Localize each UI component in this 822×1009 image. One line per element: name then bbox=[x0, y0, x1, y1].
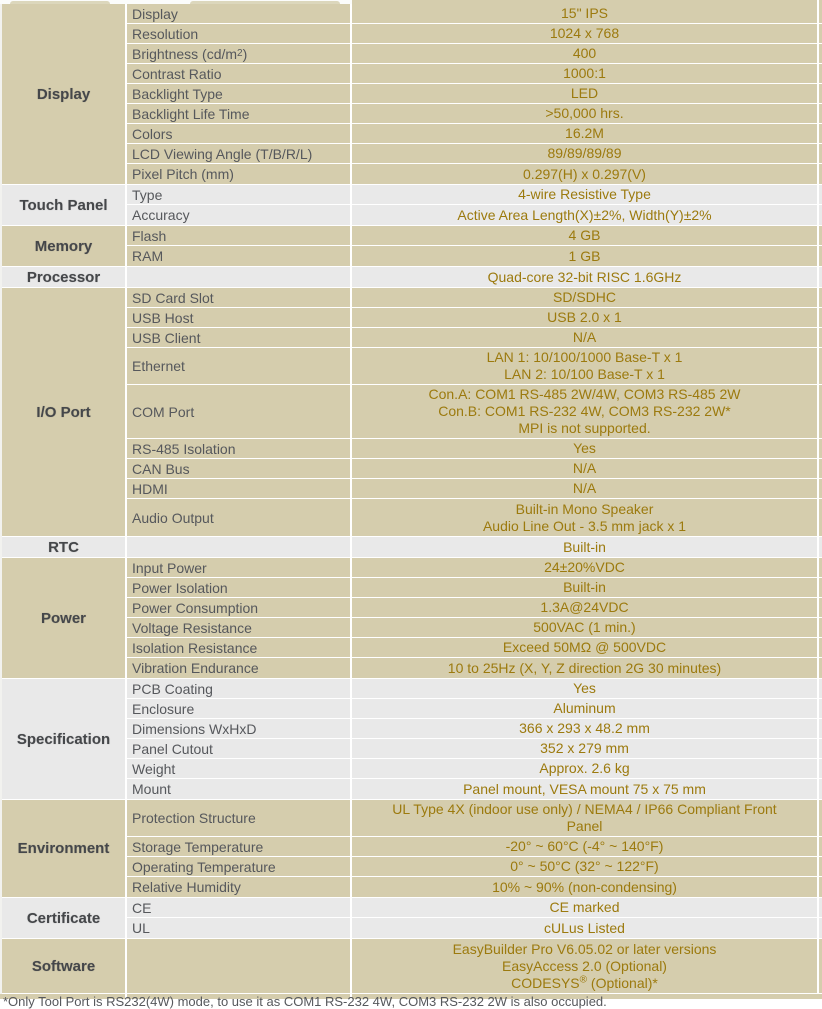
spec-label: COM Port bbox=[127, 385, 352, 438]
table-row bbox=[127, 24, 822, 44]
table-row bbox=[127, 779, 822, 799]
spec-value bbox=[352, 288, 819, 307]
section-rows bbox=[127, 537, 822, 557]
clipped-content-above bbox=[0, 0, 822, 4]
spec-label: Display bbox=[127, 4, 352, 23]
table-row bbox=[127, 499, 822, 536]
spec-value-line: 1 GB bbox=[568, 247, 601, 264]
category-cell: Specification bbox=[2, 679, 127, 799]
spec-label: Dimensions WxHxD bbox=[127, 719, 352, 738]
spec-label: Brightness (cd/m 2 ) bbox=[127, 44, 352, 63]
table-row bbox=[127, 124, 822, 144]
spec-value-line: 0° ~ 50°C (32° ~ 122°F) bbox=[510, 858, 659, 874]
spec-value bbox=[352, 679, 819, 698]
spec-value bbox=[352, 779, 819, 799]
spec-value bbox=[352, 185, 819, 204]
spec-value-line: 500VAC (1 min.) bbox=[533, 619, 636, 635]
section-rows bbox=[127, 226, 822, 266]
category-cell: Environment bbox=[2, 800, 127, 897]
section-environment bbox=[2, 800, 822, 898]
spec-value-line: Panel bbox=[566, 818, 603, 834]
footnote-row bbox=[0, 994, 822, 1009]
table-row bbox=[127, 699, 822, 719]
spec-value-line: 366 x 293 x 48.2 mm bbox=[519, 720, 650, 736]
category-cell: I/O Port bbox=[2, 288, 127, 536]
spec-label: USB Host bbox=[127, 308, 352, 327]
table-row bbox=[127, 144, 822, 164]
spec-label: Audio Output bbox=[127, 499, 352, 536]
spec-value-line: 16.2M bbox=[565, 125, 604, 141]
spec-value bbox=[352, 226, 819, 245]
spec-label: Accuracy bbox=[127, 205, 352, 225]
spec-value bbox=[352, 759, 819, 778]
spec-value bbox=[352, 308, 819, 327]
section-software bbox=[2, 939, 822, 994]
table-row bbox=[127, 4, 822, 24]
table-row bbox=[127, 739, 822, 759]
section-rows bbox=[127, 185, 822, 225]
spec-label: Operating Temperature bbox=[127, 857, 352, 876]
spec-value bbox=[352, 719, 819, 738]
spec-value bbox=[352, 459, 819, 478]
spec-label: Resolution bbox=[127, 24, 352, 43]
spec-value bbox=[352, 267, 819, 287]
spec-value bbox=[352, 918, 819, 938]
spec-value bbox=[352, 479, 819, 498]
section-certificate bbox=[2, 898, 822, 939]
spec-value bbox=[352, 877, 819, 897]
spec-value bbox=[352, 348, 819, 384]
table-row bbox=[127, 679, 822, 699]
spec-value-line: Yes bbox=[573, 440, 596, 456]
spec-label: Enclosure bbox=[127, 699, 352, 718]
spec-value-line: N/A bbox=[572, 329, 597, 345]
table-row bbox=[127, 459, 822, 479]
spec-value bbox=[352, 739, 819, 758]
table-row bbox=[127, 638, 822, 658]
spec-label: Backlight Type bbox=[127, 84, 352, 103]
spec-value-line: 10% ~ 90% (non-condensing) bbox=[492, 878, 677, 895]
table-row bbox=[127, 857, 822, 877]
table-row bbox=[127, 618, 822, 638]
spec-label: Weight bbox=[127, 759, 352, 778]
spec-value bbox=[352, 898, 819, 917]
spec-label: Protection Structure bbox=[127, 800, 352, 836]
spec-value-line: 400 bbox=[572, 45, 597, 61]
table-row bbox=[127, 185, 822, 205]
spec-value bbox=[352, 638, 819, 657]
spec-table bbox=[0, 4, 822, 994]
category-cell: RTC bbox=[2, 537, 127, 557]
table-row bbox=[127, 800, 822, 837]
table-row bbox=[127, 479, 822, 499]
spec-value-line: Con.B: COM1 RS-232 4W, COM3 RS-232 2W* bbox=[438, 403, 731, 419]
category-cell: Power bbox=[2, 558, 127, 678]
spec-label: PCB Coating bbox=[127, 679, 352, 698]
table-row bbox=[127, 288, 822, 308]
table-row bbox=[127, 84, 822, 104]
table-row bbox=[127, 385, 822, 439]
spec-value-line: Panel mount, VESA mount 75 x 75 mm bbox=[463, 780, 706, 797]
spec-value bbox=[352, 499, 819, 536]
spec-value bbox=[352, 124, 819, 143]
spec-value-line: >50,000 hrs. bbox=[545, 105, 624, 121]
spec-value-line: Active Area Length(X)±2%, Width(Y)±2% bbox=[457, 206, 712, 223]
spec-value bbox=[352, 385, 819, 438]
clipped-heading-left bbox=[0, 0, 352, 4]
section-processor bbox=[2, 267, 822, 288]
spec-label: Relative Humidity bbox=[127, 877, 352, 897]
spec-value bbox=[352, 558, 819, 577]
spec-value-line: USB 2.0 x 1 bbox=[547, 309, 622, 325]
spec-label: Vibration Endurance bbox=[127, 658, 352, 678]
spec-value bbox=[352, 104, 819, 123]
spec-label: RAM bbox=[127, 246, 352, 266]
spec-label: Panel Cutout bbox=[127, 739, 352, 758]
spec-value-line: 4 GB bbox=[568, 227, 601, 243]
spec-label: USB Client bbox=[127, 328, 352, 347]
spec-label: Mount bbox=[127, 779, 352, 799]
section-rows bbox=[127, 679, 822, 799]
spec-value bbox=[352, 800, 819, 836]
spec-value bbox=[352, 4, 819, 23]
spec-value-line: -20° ~ 60°C (-4° ~ 140°F) bbox=[505, 838, 664, 854]
spec-value-line: N/A bbox=[572, 460, 597, 476]
spec-label bbox=[127, 267, 352, 287]
table-row bbox=[127, 837, 822, 857]
spec-value-line: 89/89/89/89 bbox=[547, 145, 622, 161]
spec-value-line: LAN 2: 10/100 Base-T x 1 bbox=[504, 366, 665, 382]
category-cell: Processor bbox=[2, 267, 127, 287]
spec-value-line: CE marked bbox=[549, 899, 620, 915]
spec-value bbox=[352, 24, 819, 43]
spec-value bbox=[352, 537, 819, 557]
spec-value-line: 1000:1 bbox=[563, 65, 606, 81]
spec-value-line: 4-wire Resistive Type bbox=[518, 186, 651, 202]
spec-label: SD Card Slot bbox=[127, 288, 352, 307]
section-power bbox=[2, 558, 822, 679]
category-cell: Memory bbox=[2, 226, 127, 266]
table-row bbox=[127, 246, 822, 266]
spec-value-line: SD/SDHC bbox=[552, 289, 616, 305]
table-row bbox=[127, 164, 822, 184]
spec-value bbox=[352, 439, 819, 458]
spec-label: CE bbox=[127, 898, 352, 917]
spec-label: Power Consumption bbox=[127, 598, 352, 617]
spec-value-line: CODESYS® (Optional)* bbox=[511, 973, 658, 991]
spec-value-line: cULus Listed bbox=[544, 919, 625, 936]
table-row bbox=[127, 348, 822, 385]
table-row bbox=[127, 759, 822, 779]
spec-value-line: Approx. 2.6 kg bbox=[539, 760, 630, 776]
section-rows bbox=[127, 898, 822, 938]
category-cell: Display bbox=[2, 4, 127, 184]
spec-label: Flash bbox=[127, 226, 352, 245]
section-rtc bbox=[2, 537, 822, 558]
table-row bbox=[127, 205, 822, 225]
table-row bbox=[127, 598, 822, 618]
spec-label: Pixel Pitch (mm) bbox=[127, 164, 352, 184]
section-specification bbox=[2, 679, 822, 800]
spec-value-line: 10 to 25Hz (X, Y, Z direction 2G 30 minutes) bbox=[447, 659, 722, 676]
table-row bbox=[127, 44, 822, 64]
table-row bbox=[127, 308, 822, 328]
category-cell: Touch Panel bbox=[2, 185, 127, 225]
spec-value-line: 1.3A@24VDC bbox=[540, 599, 629, 615]
spec-value-line: LED bbox=[570, 85, 599, 101]
spec-label: Storage Temperature bbox=[127, 837, 352, 856]
spec-value-line: EasyAccess 2.0 (Optional) bbox=[502, 957, 667, 974]
spec-value bbox=[352, 618, 819, 637]
clipped-glyph bbox=[10, 1, 110, 7]
spec-value-line: Exceed 50MΩ @ 500VDC bbox=[502, 639, 667, 655]
spec-label: RS-485 Isolation bbox=[127, 439, 352, 458]
spec-label: Type bbox=[127, 185, 352, 204]
spec-value bbox=[352, 857, 819, 876]
spec-label: Isolation Resistance bbox=[127, 638, 352, 657]
section-rows bbox=[127, 288, 822, 536]
spec-value-line: UL Type 4X (indoor use only) / NEMA4 / IP66 Compliant Front bbox=[392, 801, 777, 817]
spec-label: CAN Bus bbox=[127, 459, 352, 478]
table-row bbox=[127, 226, 822, 246]
section-i-o-port bbox=[2, 288, 822, 537]
spec-value-line: 24±20%VDC bbox=[544, 559, 625, 575]
spec-value-line: Quad-core 32-bit RISC 1.6GHz bbox=[487, 268, 682, 285]
spec-value-line: Audio Line Out - 3.5 mm jack x 1 bbox=[482, 517, 687, 534]
spec-label bbox=[127, 537, 352, 557]
section-memory bbox=[2, 226, 822, 267]
table-row bbox=[127, 719, 822, 739]
spec-value-line: 352 x 279 mm bbox=[540, 740, 629, 756]
spec-label: UL bbox=[127, 918, 352, 938]
table-row bbox=[127, 658, 822, 678]
table-row bbox=[127, 267, 822, 287]
table-row bbox=[127, 558, 822, 578]
spec-label bbox=[127, 939, 352, 993]
table-row bbox=[127, 898, 822, 918]
section-rows bbox=[127, 267, 822, 287]
spec-value-line: 0.297(H) x 0.297(V) bbox=[523, 165, 646, 182]
section-rows bbox=[127, 800, 822, 897]
spec-value bbox=[352, 939, 819, 993]
clipped-table-top bbox=[352, 0, 822, 4]
spec-label: HDMI bbox=[127, 479, 352, 498]
table-row bbox=[127, 939, 822, 993]
table-row bbox=[127, 877, 822, 897]
spec-value-line: 15" IPS bbox=[561, 5, 608, 21]
table-right-border bbox=[817, 0, 819, 4]
table-row bbox=[127, 328, 822, 348]
footnote-text: *Only Tool Port is RS232(4W) mode, to use it as COM1 RS-232 4W, COM3 RS-232 2W is also occupied. bbox=[3, 994, 607, 1009]
spec-value-line: MPI is not supported. bbox=[518, 420, 651, 436]
spec-label: Input Power bbox=[127, 558, 352, 577]
table-row bbox=[127, 104, 822, 124]
category-cell: Certificate bbox=[2, 898, 127, 938]
spec-value bbox=[352, 658, 819, 678]
spec-value bbox=[352, 205, 819, 225]
spec-value bbox=[352, 84, 819, 103]
spec-value bbox=[352, 328, 819, 347]
spec-value-line: Aluminum bbox=[553, 700, 616, 716]
spec-value bbox=[352, 598, 819, 617]
spec-value bbox=[352, 144, 819, 163]
spec-label: Backlight Life Time bbox=[127, 104, 352, 123]
spec-value-line: LAN 1: 10/100/1000 Base-T x 1 bbox=[486, 349, 683, 365]
table-row bbox=[127, 918, 822, 938]
spec-value bbox=[352, 44, 819, 63]
spec-label: Contrast Ratio bbox=[127, 64, 352, 83]
spec-label: Voltage Resistance bbox=[127, 618, 352, 637]
spec-value-line: EasyBuilder Pro V6.05.02 or later versions bbox=[452, 940, 717, 957]
spec-label: LCD Viewing Angle (T/B/R/L) bbox=[127, 144, 352, 163]
section-display bbox=[2, 4, 822, 185]
spec-value-line: N/A bbox=[572, 480, 597, 496]
spec-value bbox=[352, 246, 819, 266]
spec-value-line: Yes bbox=[573, 680, 596, 696]
spec-value bbox=[352, 164, 819, 184]
table-row bbox=[127, 64, 822, 84]
section-touch-panel bbox=[2, 185, 822, 226]
spec-value bbox=[352, 837, 819, 856]
spec-value bbox=[352, 578, 819, 597]
spec-label: Power Isolation bbox=[127, 578, 352, 597]
spec-value bbox=[352, 699, 819, 718]
section-rows bbox=[127, 4, 822, 184]
table-row bbox=[127, 439, 822, 459]
spec-value-line: 1024 x 768 bbox=[549, 25, 620, 41]
category-cell: Software bbox=[2, 939, 127, 993]
section-rows bbox=[127, 939, 822, 993]
spec-value-line: Con.A: COM1 RS-485 2W/4W, COM3 RS-485 2W bbox=[428, 386, 741, 402]
table-row bbox=[127, 537, 822, 557]
spec-label: Colors bbox=[127, 124, 352, 143]
spec-value-line: Built-in bbox=[563, 538, 606, 555]
spec-label: Ethernet bbox=[127, 348, 352, 384]
table-row bbox=[127, 578, 822, 598]
clipped-glyph bbox=[190, 1, 340, 7]
spec-value bbox=[352, 64, 819, 83]
spec-value-line: Built-in bbox=[563, 579, 606, 595]
spec-value-line: Built-in Mono Speaker bbox=[515, 500, 654, 517]
section-rows bbox=[127, 558, 822, 678]
